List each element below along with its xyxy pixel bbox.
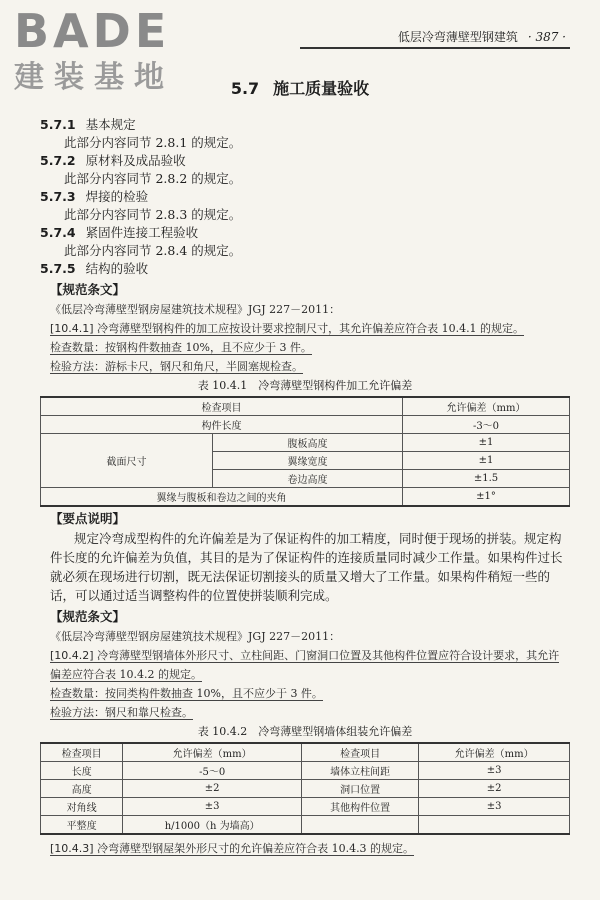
spec-method [40,703,570,722]
item-5-7-4 [40,224,570,242]
spec-method [40,357,570,376]
item-title: 焊接的检验 [85,189,149,204]
table-cell: -3～0 [403,416,570,434]
table-cell: 墙体立柱间距 [301,762,418,780]
table-cell: ±3 [419,798,570,816]
page-number: · 387 · [527,30,566,44]
item-body: 此部分内容同节 2.8.4 的规定。 [64,243,242,258]
item-title: 原材料及成品验收 [85,153,186,168]
table-row [41,816,570,835]
tolerance-table-10-4-2 [40,742,570,835]
header-cell: 检查项目 [41,397,403,416]
table-cell: ±1 [403,434,570,452]
qty-text: 检查数量：按钢构件数抽查 10%，且不应少于 3 件。 [50,341,312,354]
section-heading: 施工质量验收 [273,79,370,98]
spec-qty [40,684,570,703]
table-header-row [41,397,570,416]
notes-paragraph: 规定冷弯成型构件的允许偏差是为了保证构件的加工精度，同时便于现场的拼装。规定构件长度的允许偏差为负值，其目的是为了保证构件的连接质量同时减少工作量。如果构件过长就必须在现场进行切割，既无法保证切割接头的质量又增大了工作量。如果构件稍短一些的话，可以通过适当调整构件的位置使拼装顺利完成。 [50,531,563,603]
table-cell: 对角线 [41,798,123,816]
item-5-7-1 [40,116,570,134]
table-caption: 表 10.4.2 冷弯薄壁型钢墙体组装允许偏差 [197,725,413,738]
table-row [41,434,570,452]
table-cell: ±3 [123,798,302,816]
header-rule [300,47,570,49]
table-cell: ±2 [419,780,570,798]
table-row [41,416,570,434]
item-number: 5.7.2 [40,153,76,168]
item-body: 此部分内容同节 2.8.1 的规定。 [64,135,242,150]
item-title: 基本规定 [85,117,136,132]
table-row [41,488,570,507]
table-cell: h/1000（h 为墙高） [123,816,302,835]
qty-text: 检查数量：按同类构件数抽查 10%，且不应少于 3 件。 [50,687,323,700]
table-cell: 长度 [41,762,123,780]
section-title [0,76,600,99]
logo-subtitle: 建装基地 [14,60,174,95]
spec-source: 《低层冷弯薄壁型钢房屋建筑技术规程》JGJ 227－2011： [50,303,341,316]
item-body: 此部分内容同节 2.8.3 的规定。 [64,207,242,222]
clause-text: 冷弯薄壁型钢构件的加工应按设计要求控制尺寸，其允许偏差应符合表 10.4.1 的规定。 [97,322,525,335]
table-cell [301,816,418,835]
table-cell: -5～0 [123,762,302,780]
header-cell: 检查项目 [41,743,123,762]
item-5-7-2 [40,152,570,170]
header-cell: 允许偏差（mm） [403,397,570,416]
spec-clause [40,319,570,338]
header-cell: 允许偏差（mm） [123,743,302,762]
table-cell: 其他构件位置 [301,798,418,816]
spec-clause [40,839,570,858]
spec-source: 《低层冷弯薄壁型钢房屋建筑技术规程》JGJ 227－2011： [50,630,341,643]
table-cell: ±1° [403,488,570,507]
running-header [398,28,566,45]
section-number: 5.7 [230,79,260,98]
table-cell: ±3 [419,762,570,780]
item-title: 结构的验收 [85,261,149,276]
table-cell: 翼缘与腹板和卷边之间的夹角 [41,488,403,507]
table-row [41,798,570,816]
page-content [40,116,570,858]
table-row [41,762,570,780]
item-body: 此部分内容同节 2.8.2 的规定。 [64,171,242,186]
notes-label: 【要点说明】 [50,511,126,526]
table-cell: 卷边高度 [213,470,403,488]
method-text: 检验方法：游标卡尺，钢尺和角尺，半圆塞规检查。 [50,360,303,373]
clause-text: 冷弯薄壁型钢墙体外形尺寸、立柱间距、门窗洞口位置及其他构件位置应符合设计要求，其允许偏差应符合表 10.4.2 的规定。 [50,649,560,681]
table-cell: 构件长度 [41,416,403,434]
header-cell: 检查项目 [301,743,418,762]
item-title: 紧固件连接工程验收 [85,225,199,240]
spec-label: 【规范条文】 [50,609,126,624]
header-cell: 允许偏差（mm） [419,743,570,762]
table-cell: 平整度 [41,816,123,835]
item-5-7-5 [40,260,570,278]
clause-ref: [10.4.2] [50,649,94,662]
table-cell: ±1 [403,452,570,470]
method-text: 检验方法：钢尺和靠尺检查。 [50,706,193,719]
item-number: 5.7.3 [40,189,76,204]
item-5-7-3 [40,188,570,206]
clause-ref: [10.4.3] [50,842,94,855]
item-number: 5.7.1 [40,117,76,132]
spec-qty [40,338,570,357]
spec-clause [40,646,570,684]
table-row [41,780,570,798]
table-cell: 翼缘宽度 [213,452,403,470]
item-number: 5.7.5 [40,261,76,276]
item-number: 5.7.4 [40,225,76,240]
table-cell: ±2 [123,780,302,798]
table-caption: 表 10.4.1 冷弯薄壁型钢构件加工允许偏差 [197,379,413,392]
logo-word: BADE [14,4,171,58]
table-cell: 洞口位置 [301,780,418,798]
table-header-row [41,743,570,762]
table-cell: 高度 [41,780,123,798]
tolerance-table-10-4-1 [40,396,570,507]
table-cell [419,816,570,835]
table-cell: ±1.5 [403,470,570,488]
running-title: 低层冷弯薄壁型钢建筑 [397,30,518,44]
table-cell: 腹板高度 [213,434,403,452]
clause-text: 冷弯薄壁型钢屋架外形尺寸的允许偏差应符合表 10.4.3 的规定。 [97,842,415,855]
clause-ref: [10.4.1] [50,322,94,335]
table-cell: 截面尺寸 [41,434,213,488]
spec-label: 【规范条文】 [50,282,126,297]
